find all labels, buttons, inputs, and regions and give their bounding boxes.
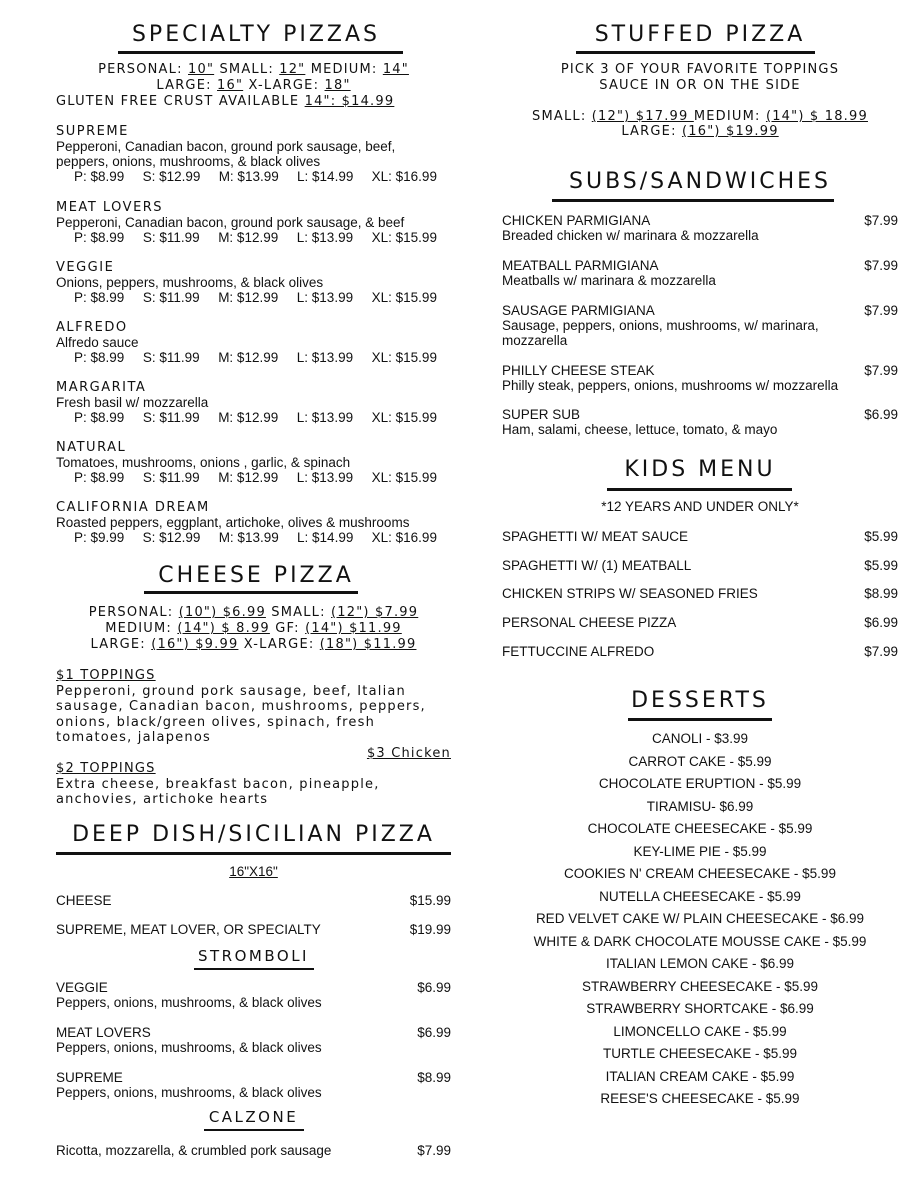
dessert-item: KEY-LIME PIE - $5.99 [633, 843, 767, 859]
cheese-large-label: LARGE: [90, 637, 152, 652]
kids-item-name: PERSONAL CHEESE PIZZA [502, 615, 677, 630]
deep-dish-underline [56, 852, 451, 855]
price-m: M: $13.99 [218, 530, 279, 545]
price-l: L: $13.99 [296, 350, 354, 365]
specialty-list [56, 124, 451, 544]
specialty-item-margarita [56, 364, 451, 424]
stromboli-item [56, 1025, 451, 1055]
stromboli-item-name: SUPREME [56, 1070, 123, 1085]
kids-row [502, 586, 898, 601]
price-s: S: $11.99 [142, 470, 200, 485]
stromboli-item-price: $6.99 [417, 980, 451, 995]
cheese-xlarge-label: X-LARGE: [238, 637, 320, 652]
calzone-desc: Ricotta, mozzarella, & crumbled pork sausage [56, 1143, 332, 1158]
dessert-item: LIMONCELLO CAKE - $5.99 [613, 1023, 787, 1039]
specialty-item-supreme [56, 124, 451, 184]
stromboli-item-price: $6.99 [417, 1025, 451, 1040]
kids-row [502, 558, 898, 573]
sub-item-price: $7.99 [864, 258, 898, 273]
kids-item-price: $5.99 [864, 558, 898, 573]
price-s: S: $11.99 [142, 230, 200, 245]
deep-dish-item-name: CHEESE [56, 893, 112, 908]
dessert-item: STRAWBERRY SHORTCAKE - $6.99 [586, 1001, 814, 1016]
cheese-underline [144, 591, 358, 594]
kids-item-name: FETTUCCINE ALFREDO [502, 644, 655, 659]
kids-row [502, 615, 898, 630]
cheese-small-price: (12") $7.99 [331, 605, 419, 620]
price-p: P: $8.99 [74, 169, 125, 184]
chicken-line [56, 746, 451, 762]
item-desc: Roasted peppers, eggplant, artichoke, olives & mushrooms [56, 515, 410, 530]
stuffed-line-1: PICK 3 OF YOUR FAVORITE TOPPINGS [560, 62, 840, 77]
kids-item-price: $5.99 [864, 529, 898, 544]
deep-dish-item-price: $19.99 [409, 922, 451, 937]
size-large-value: 16" [217, 78, 244, 93]
item-prices [56, 410, 451, 425]
stuffed-underline [576, 51, 815, 54]
deep-dish-size: 16"X16" [229, 864, 278, 879]
cheese-title: CHEESE PIZZA [158, 563, 354, 588]
price-l: L: $14.99 [297, 530, 354, 545]
size-small-label: SMALL: [214, 62, 280, 77]
sub-item [502, 363, 898, 393]
stuffed-title: STUFFED PIZZA [594, 22, 806, 47]
cheese-personal-price: (10") $6.99 [178, 605, 266, 620]
stromboli-item-price: $8.99 [417, 1070, 451, 1085]
price-l: L: $13.99 [296, 410, 354, 425]
price-p: P: $8.99 [74, 410, 125, 425]
cheese-small-label: SMALL: [265, 605, 332, 620]
toppings-2-text: Extra cheese, breakfast bacon, pineapple, anchovies, artichoke hearts [56, 776, 380, 807]
sub-item-name: SAUSAGE PARMIGIANA [502, 303, 655, 318]
dessert-item: ITALIAN CREAM CAKE - $5.99 [605, 1068, 795, 1084]
sub-item-desc: Sausage, peppers, onions, mushrooms, w/ marinara, mozzarella [502, 318, 819, 348]
item-desc: Onions, peppers, mushrooms, & black olives [56, 275, 324, 290]
kids-item-name: SPAGHETTI W/ MEAT SAUCE [502, 529, 689, 544]
kids-row [502, 644, 898, 659]
stuffed-medium-label: MEDIUM: [693, 109, 766, 124]
stuffed-prices-line-2 [500, 124, 900, 139]
price-xl: XL: $16.99 [371, 169, 437, 184]
kids-row [502, 529, 898, 544]
item-name: MEAT LOVERS [56, 200, 164, 215]
stromboli-item [56, 1070, 451, 1100]
specialty-title: SPECIALTY PIZZAS [131, 22, 381, 47]
price-xl: XL: $15.99 [371, 470, 437, 485]
stromboli-underline [194, 968, 314, 970]
price-m: M: $12.99 [218, 350, 279, 365]
sizes-line-1 [56, 62, 451, 78]
price-xl: XL: $15.99 [371, 290, 437, 305]
gluten-free-line [56, 94, 451, 109]
item-desc: Fresh basil w/ mozzarella [56, 395, 209, 410]
dessert-item: TURTLE CHEESECAKE - $5.99 [602, 1046, 798, 1061]
item-prices [56, 350, 451, 365]
stromboli-item-desc: Peppers, onions, mushrooms, & black olives [56, 995, 322, 1010]
cheese-xlarge-price: (18") $11.99 [319, 637, 417, 652]
cheese-gf-price: (14") $11.99 [305, 621, 402, 636]
dessert-item: STRAWBERRY CHEESECAKE - $5.99 [581, 978, 819, 994]
sub-item-price: $6.99 [864, 407, 898, 422]
stuffed-info [500, 62, 900, 94]
price-s: S: $11.99 [142, 290, 200, 305]
stuffed-small-label: SMALL: [532, 109, 592, 124]
stromboli-item-name: VEGGIE [56, 980, 108, 995]
item-desc: Alfredo sauce [56, 335, 139, 350]
price-p: P: $8.99 [74, 350, 125, 365]
sub-item-name: PHILLY CHEESE STEAK [502, 363, 655, 378]
specialty-item-natural [56, 424, 451, 484]
stuffed-large-price: (16") $19.99 [681, 124, 779, 139]
sub-item [502, 258, 898, 288]
dessert-item: CHOCOLATE ERUPTION - $5.99 [598, 776, 802, 791]
item-prices [56, 530, 451, 545]
size-xlarge-label: X-LARGE: [243, 78, 325, 93]
deep-dish-item-price: $15.99 [409, 893, 451, 908]
price-p: P: $8.99 [74, 290, 125, 305]
dessert-item: TIRAMISU- $6.99 [646, 798, 754, 814]
item-name: SUPREME [56, 124, 129, 139]
cheese-medium-price: (14") $ 8.99 [177, 621, 270, 636]
cheese-line-2 [56, 621, 451, 637]
kids-title: KIDS MENU [624, 457, 776, 482]
kids-item-price: $7.99 [864, 644, 898, 659]
item-desc: Tomatoes, mushrooms, onions , garlic, & spinach [56, 455, 351, 470]
price-xl: XL: $16.99 [371, 530, 437, 545]
item-name: MARGARITA [56, 380, 147, 395]
sizes-line-2 [56, 78, 451, 94]
price-s: S: $12.99 [142, 169, 201, 184]
subs-title: SUBS/SANDWICHES [569, 169, 831, 194]
price-m: M: $12.99 [218, 230, 279, 245]
dessert-item: REESE'S CHEESECAKE - $5.99 [600, 1091, 800, 1106]
toppings-1-text: Pepperoni, ground pork sausage, beef, Italian sausage, Canadian bacon, mushrooms, peppers, onions, black/green olives, spinach, fresh tomatoes, jalapenos [56, 683, 426, 745]
size-small-value: 12" [279, 62, 306, 77]
price-m: M: $12.99 [218, 410, 279, 425]
price-xl: XL: $15.99 [371, 230, 437, 245]
cheese-large-price: (16") $9.99 [151, 637, 239, 652]
cheese-personal-label: PERSONAL: [88, 605, 179, 620]
sub-item-desc: Breaded chicken w/ marinara & mozzarella [502, 228, 759, 243]
dessert-item: RED VELVET CAKE W/ PLAIN CHEESECAKE - $6.99 [535, 911, 865, 926]
dessert-item: COOKIES N' CREAM CHEESECAKE - $5.99 [564, 866, 836, 881]
cheese-gf-label: GF: [269, 621, 306, 636]
deep-dish-title: DEEP DISH/SICILIAN PIZZA [72, 822, 435, 847]
price-xl: XL: $15.99 [371, 410, 437, 425]
stromboli-item [56, 980, 451, 1010]
size-personal-label: PERSONAL: [98, 62, 189, 77]
cheese-line-3 [56, 637, 451, 653]
cheese-medium-label: MEDIUM: [105, 621, 178, 636]
sub-item [502, 407, 898, 437]
price-m: M: $12.99 [218, 470, 279, 485]
kids-note: *12 YEARS AND UNDER ONLY* [601, 499, 799, 514]
size-personal-value: 10" [188, 62, 215, 77]
item-name: VEGGIE [56, 260, 115, 275]
sub-item-desc: Ham, salami, cheese, lettuce, tomato, & mayo [502, 422, 778, 437]
price-l: L: $13.99 [296, 470, 354, 485]
price-m: M: $13.99 [218, 169, 279, 184]
deep-dish-item-name: SUPREME, MEAT LOVER, OR SPECIALTY [56, 922, 321, 937]
sub-item-price: $7.99 [864, 303, 898, 318]
price-p: P: $8.99 [74, 230, 125, 245]
sub-item-price: $7.99 [864, 363, 898, 378]
specialty-underline [118, 51, 403, 54]
sub-item-desc: Meatballs w/ marinara & mozzarella [502, 273, 716, 288]
stromboli-item-name: MEAT LOVERS [56, 1025, 151, 1040]
size-xlarge-value: 18" [324, 78, 351, 93]
stuffed-prices-line-1 [500, 109, 900, 124]
desserts-underline [628, 718, 772, 721]
calzone-title: CALZONE [208, 1108, 299, 1126]
dessert-item: CARROT CAKE - $5.99 [628, 753, 772, 769]
stuffed-medium-price: (14") $ 18.99 [765, 109, 868, 124]
kids-item-price: $6.99 [864, 615, 898, 630]
price-l: L: $13.99 [296, 290, 354, 305]
stuffed-prices [500, 109, 900, 139]
size-large-label: LARGE: [156, 78, 218, 93]
sub-item-name: CHICKEN PARMIGIANA [502, 213, 651, 228]
specialty-item-meat-lovers [56, 184, 451, 244]
deep-dish-row [56, 922, 451, 937]
price-xl: XL: $15.99 [371, 350, 437, 365]
dessert-item: ITALIAN LEMON CAKE - $6.99 [605, 956, 795, 971]
kids-underline [607, 488, 792, 491]
gluten-free-price: 14": $14.99 [304, 94, 395, 109]
price-s: S: $11.99 [142, 350, 200, 365]
cheese-prices [56, 605, 451, 653]
price-s: S: $12.99 [142, 530, 201, 545]
specialty-item-california-dream [56, 484, 451, 544]
cheese-line-1 [56, 605, 451, 621]
item-name: NATURAL [56, 440, 127, 455]
sub-item-desc: Philly steak, peppers, onions, mushrooms w/ mozzarella [502, 378, 839, 393]
calzone-row [56, 1143, 451, 1158]
sub-item-name: SUPER SUB [502, 407, 581, 422]
dessert-item: CHOCOLATE CHEESECAKE - $5.99 [587, 821, 813, 836]
item-prices [56, 470, 451, 485]
calzone-underline [204, 1129, 304, 1131]
chicken-topping: $3 Chicken [366, 745, 451, 761]
stuffed-line-2: SAUCE IN OR ON THE SIDE [599, 78, 801, 93]
sub-item-price: $7.99 [864, 213, 898, 228]
item-desc: Pepperoni, Canadian bacon, ground pork sausage, beef, peppers, onions, mushrooms, & black olives [56, 139, 396, 169]
price-m: M: $12.99 [218, 290, 279, 305]
item-name: CALIFORNIA DREAM [56, 500, 210, 515]
specialty-item-alfredo [56, 304, 451, 364]
dessert-item: WHITE & DARK CHOCOLATE MOUSSE CAKE - $5.99 [533, 933, 867, 949]
desserts-title: DESSERTS [631, 688, 769, 713]
stromboli-item-desc: Peppers, onions, mushrooms, & black olives [56, 1085, 322, 1100]
price-p: P: $9.99 [74, 530, 125, 545]
gluten-free-label: GLUTEN FREE CRUST AVAILABLE [56, 94, 305, 109]
subs-underline [552, 199, 834, 202]
calzone-price: $7.99 [417, 1143, 451, 1158]
toppings-block [56, 668, 451, 808]
toppings-1-title: $1 TOPPINGS [56, 668, 156, 683]
kids-item-name: CHICKEN STRIPS W/ SEASONED FRIES [502, 586, 758, 601]
price-l: L: $14.99 [297, 169, 354, 184]
size-medium-value: 14" [382, 62, 409, 77]
sub-item [502, 303, 898, 348]
deep-dish-row [56, 893, 451, 908]
item-prices [56, 230, 451, 245]
stromboli-item-desc: Peppers, onions, mushrooms, & black olives [56, 1040, 322, 1055]
specialty-sizes [56, 62, 451, 94]
sub-item [502, 213, 898, 243]
stuffed-small-price: (12") $17.99 [591, 109, 694, 124]
size-medium-label: MEDIUM: [305, 62, 383, 77]
price-p: P: $8.99 [74, 470, 125, 485]
item-desc: Pepperoni, Canadian bacon, ground pork sausage, & beef [56, 215, 405, 230]
price-l: L: $13.99 [296, 230, 354, 245]
desserts-list [500, 728, 900, 1111]
kids-item-price: $8.99 [864, 586, 898, 601]
dessert-item: NUTELLA CHEESECAKE - $5.99 [599, 888, 801, 904]
dessert-item: CANOLI - $3.99 [651, 731, 749, 746]
item-prices [56, 290, 451, 305]
stromboli-title: STROMBOLI [198, 947, 309, 965]
specialty-item-veggie [56, 244, 451, 304]
sub-item-name: MEATBALL PARMIGIANA [502, 258, 659, 273]
kids-item-name: SPAGHETTI W/ (1) MEATBALL [502, 558, 692, 573]
stuffed-large-label: LARGE: [621, 124, 682, 139]
price-s: S: $11.99 [142, 410, 200, 425]
item-prices [56, 169, 451, 184]
item-name: ALFREDO [56, 320, 128, 335]
toppings-2-title: $2 TOPPINGS [56, 761, 156, 776]
